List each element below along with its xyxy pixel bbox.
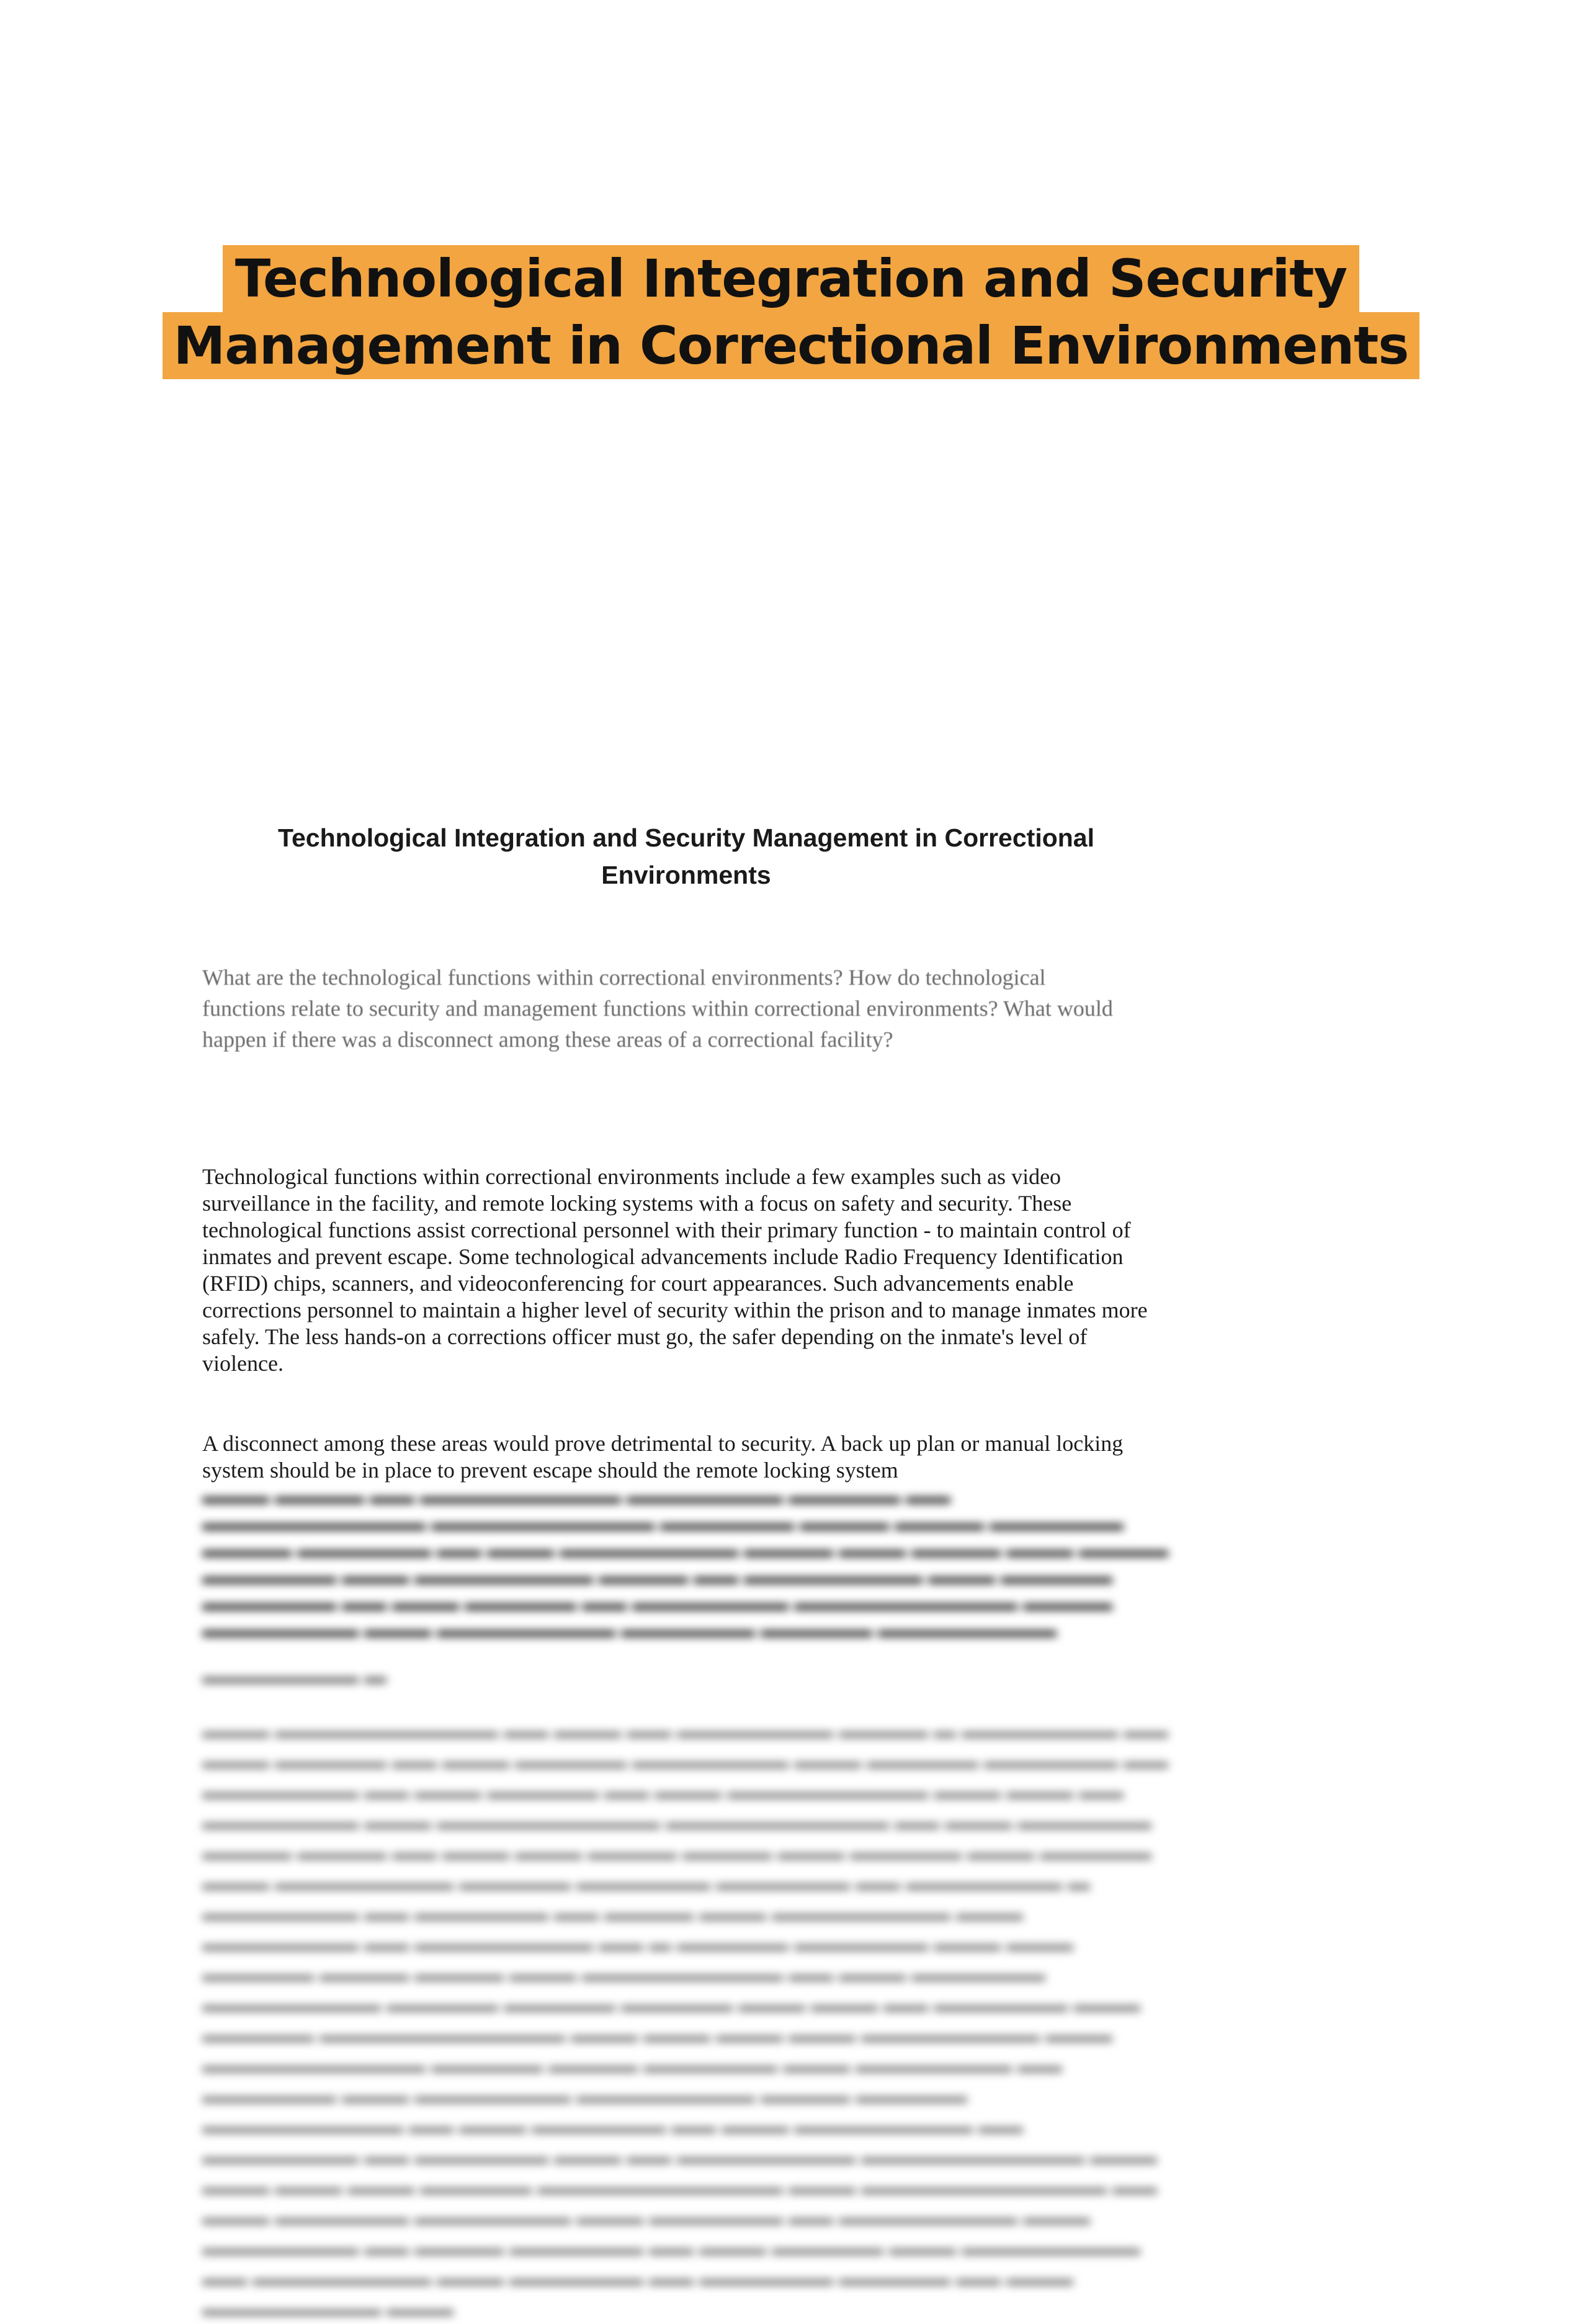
blurred-paragraph-continuation: ▬▬▬ ▬▬▬▬ ▬▬ ▬▬▬▬▬▬▬▬▬ ▬▬▬▬▬▬▬ ▬▬▬▬▬ ▬▬ ▬▬▬▬▬▬▬▬▬▬ ▬▬▬▬▬▬▬▬▬▬ ▬▬▬▬▬▬ ▬▬▬▬ ▬▬▬▬ ▬▬▬▬▬▬ ▬▬▬▬ ▬▬▬▬▬▬ ▬▬ ▬▬▬ ▬▬▬▬▬▬▬▬ ▬▬▬▬ ▬▬▬ ▬▬▬▬ ▬▬▬ ▬▬▬▬ ▬▬▬▬▬▬ ▬▬▬ ▬▬▬▬▬▬▬▬ ▬▬▬▬ ▬▬ ▬▬▬▬▬▬▬▬ ▬▬▬ ▬▬▬▬▬ ▬▬▬▬▬▬ ▬▬ ▬▬▬ ▬▬▬▬▬ ▬▬ ▬▬▬▬▬▬▬ ▬▬▬▬▬▬▬▬▬▬ ▬▬▬▬ ▬▬▬▬▬▬▬ ▬▬▬ ▬▬▬▬▬▬▬▬ ▬▬▬▬▬▬ ▬▬▬▬▬ ▬▬▬▬▬▬▬▬ — [202, 1484, 1168, 1642]
blurred-response-heading: ▬▬▬▬▬▬▬ ▬ — [202, 1664, 387, 1689]
banner-title-line-2: Management in Correctional Environments — [163, 312, 1420, 379]
answer-paragraph-2: A disconnect among these areas would prove detrimental to security. A back up plan or manual locking system should be in place to prevent escape should the remote locking system — [202, 1431, 1124, 1483]
document-title: Technological Integration and Security Management in Correctional Environments — [277, 823, 1094, 889]
document-preview — [202, 819, 1170, 2321]
answer-paragraph-1: Technological functions within correctional environments include a few examples such as video surveillance in the facility, and remote locking systems with a focus on safety and security. These technological functions assist correctional personnel with their primary function - to maintain control of inmates and prevent escape. Some technological advancements include Radio Frequency Identification (RFID) chips, scanners, and videoconferencing for court appearances. Such advancements enable corrections personnel to maintain a higher level of security within the prison and to manage inmates more safely. The less hands-on a corrections officer must go, the safer depending on the inmate's level of violence. — [202, 1164, 1148, 1376]
discussion-prompt: What are the technological functions within correctional environments? How do technological functions relate to security and management functions within correctional environments? What would happen if there was a disconnect among these areas of a correctional facility? — [202, 965, 1113, 1052]
blurred-response-body: ▬▬▬ ▬▬▬▬▬▬▬▬▬▬ ▬▬ ▬▬▬ ▬▬ ▬▬▬▬▬▬▬ ▬▬▬▬ ▬ ▬▬▬▬▬▬▬ ▬▬ ▬▬▬ ▬▬▬▬▬ ▬▬ ▬▬▬ ▬▬▬▬▬ ▬▬▬▬▬▬▬ ▬▬▬ ▬▬▬▬▬ ▬▬▬▬▬▬ ▬▬ ▬▬▬▬▬▬▬ ▬▬ ▬▬▬ ▬▬▬▬▬ ▬▬ ▬▬▬ ▬▬▬▬▬▬▬▬▬ ▬▬▬ ▬▬▬ ▬▬ ▬▬▬▬▬▬▬ ▬▬▬ ▬▬▬▬▬▬▬▬▬▬ ▬▬▬▬▬▬▬▬▬▬ ▬▬ ▬▬▬ ▬▬▬▬▬▬ ▬▬▬▬ ▬▬▬▬ ▬▬ ▬▬▬ ▬▬▬ ▬▬▬▬ ▬▬▬▬ ▬▬▬ ▬▬▬▬▬ ▬▬▬ ▬▬▬▬▬ ▬▬▬ ▬▬▬▬▬▬▬▬ ▬▬▬▬▬ ▬▬▬▬▬▬ ▬▬▬▬▬▬ ▬▬ ▬▬▬▬▬▬▬ ▬ ▬▬▬▬▬▬▬ ▬▬ ▬▬▬▬▬▬ ▬▬ ▬▬▬▬ ▬▬▬ ▬▬▬▬▬▬▬▬ ▬▬▬ ▬▬▬▬▬▬▬ ▬▬ ▬▬▬▬▬▬▬▬ ▬▬ ▬ ▬▬▬▬▬ ▬▬▬▬▬▬ ▬▬▬ ▬▬▬ ▬▬▬▬▬ ▬▬▬▬ ▬▬▬▬ ▬▬▬ ▬▬▬▬▬▬▬▬▬ ▬▬ ▬▬▬ ▬▬▬▬▬▬ ▬▬▬▬▬▬▬▬ ▬▬▬▬▬ ▬▬▬▬▬ ▬▬▬▬▬ ▬▬▬ ▬▬▬ ▬▬ ▬▬▬▬▬▬ ▬▬▬ ▬▬▬▬▬ ▬▬▬▬▬▬▬▬▬▬▬ ▬▬▬ ▬▬▬ ▬▬▬ ▬▬▬ ▬▬▬▬▬▬▬▬ ▬▬▬ ▬▬▬▬▬▬▬▬▬▬ ▬▬▬▬▬ ▬▬▬▬ ▬▬▬▬▬▬ ▬▬▬ ▬▬▬▬▬▬▬ ▬▬ ▬▬▬▬▬▬ ▬▬▬ ▬▬▬▬▬▬▬ ▬▬▬▬▬▬▬▬ ▬▬▬▬ ▬▬▬▬▬ ▬▬▬▬▬▬▬▬▬ ▬▬ ▬▬▬ ▬▬▬▬▬▬ ▬▬ ▬▬▬ ▬▬▬▬▬▬▬▬ ▬▬ ▬▬▬▬▬▬▬ ▬▬ ▬▬▬▬▬▬ ▬▬▬ ▬▬ ▬▬▬▬▬▬▬▬ ▬▬▬▬▬▬▬▬▬▬ ▬▬▬ ▬▬▬ ▬▬▬ ▬▬▬ ▬▬▬▬▬ ▬▬▬▬▬▬▬▬▬▬▬ ▬▬▬ ▬▬▬▬▬▬▬▬▬▬▬ ▬▬ ▬▬▬ ▬▬▬▬▬▬ ▬▬▬▬▬▬▬ ▬▬▬ ▬▬▬▬▬▬ ▬▬ ▬▬▬▬▬▬▬▬ ▬▬▬ ▬▬▬▬▬▬▬ ▬▬ ▬▬▬▬ ▬▬▬▬▬▬ ▬▬ ▬▬▬ ▬▬▬▬▬ ▬▬▬ ▬▬▬▬▬▬▬▬ ▬▬ ▬▬▬▬▬▬▬▬ ▬▬▬ ▬▬▬▬▬▬ ▬▬ ▬▬▬▬▬▬ ▬▬▬▬▬ ▬▬ ▬▬▬ ▬▬▬▬▬▬▬▬ ▬▬▬ — [202, 1718, 1168, 2321]
title-banner — [0, 245, 1582, 379]
banner-title-line-1: Technological Integration and Security — [223, 245, 1359, 312]
